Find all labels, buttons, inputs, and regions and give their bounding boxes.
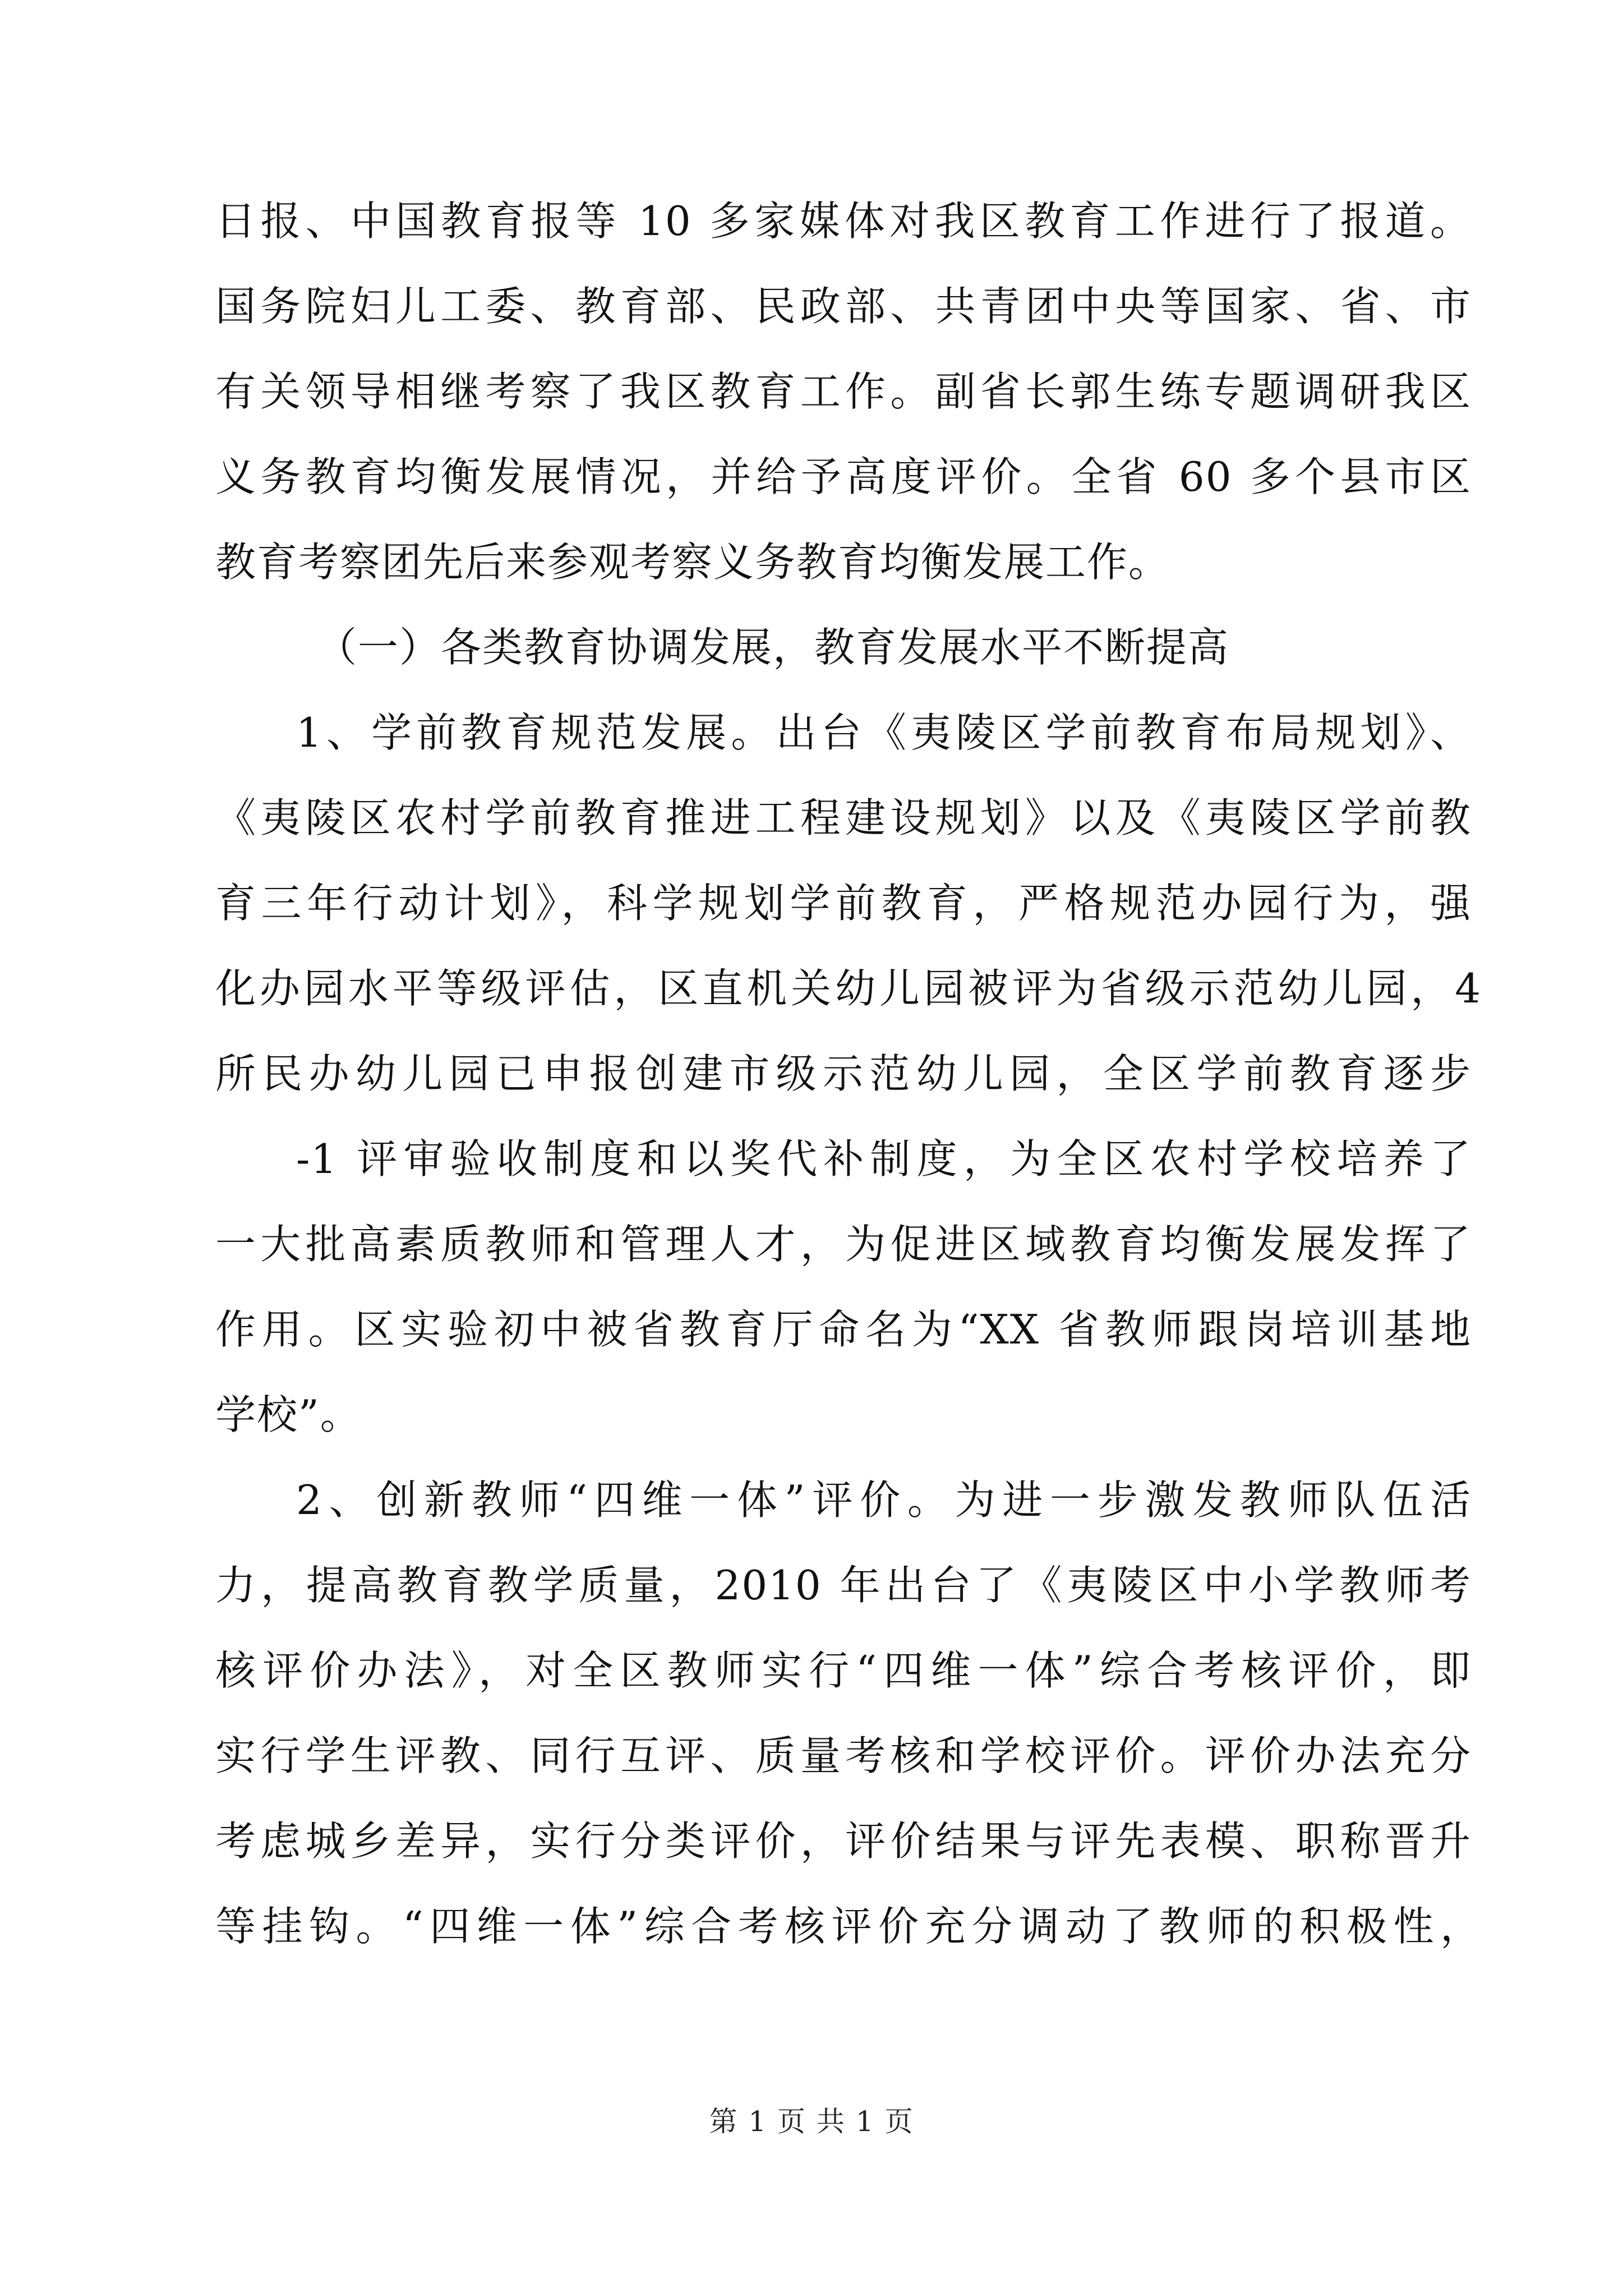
text-line: 考虑城乡差异，实行分类评价，评价结果与评先表模、职称晋升 <box>215 1818 1472 1865</box>
text-line: 一大批高素质教师和管理人才，为促进区域教育均衡发展发挥了 <box>215 1221 1472 1268</box>
text-line: 《夷陵区农村学前教育推进工程建设规划》以及《夷陵区学前教 <box>215 794 1472 841</box>
text-line: 所民办幼儿园已申报创建市级示范幼儿园，全区学前教育逐步 <box>215 1050 1472 1097</box>
text-line: 等挂钩。“四维一体”综合考核评价充分调动了教师的积极性， <box>215 1903 1482 1950</box>
text-line: 化办园水平等级评估，区直机关幼儿园被评为省级示范幼儿园，4 <box>215 965 1482 1012</box>
text-line: 国务院妇儿工委、教育部、民政部、共青团中央等国家、省、市 <box>215 283 1472 330</box>
text-line: 有关领导相继考察了我区教育工作。副省长郭生练专题调研我区 <box>215 368 1472 415</box>
page-footer: 第 1 页 共 1 页 <box>709 2105 914 2138</box>
text-line: 实行学生评教、同行互评、质量考核和学校评价。评价办法充分 <box>215 1732 1472 1779</box>
text-line: 日报、中国教育报等 10 多家媒体对我区教育工作进行了报道。 <box>215 197 1472 245</box>
paragraph-first-line: 1、学前教育规范发展。出台《夷陵区学前教育布局规划》、 <box>296 709 1472 756</box>
text-line: 核评价办法》，对全区教师实行“四维一体”综合考核评价，即 <box>215 1647 1472 1694</box>
text-line: 力，提高教育教学质量，2010 年出台了《夷陵区中小学教师考 <box>215 1562 1472 1609</box>
text-line: 作用。区实验初中被省教育厅命名为“XX 省教师跟岗培训基地 <box>215 1306 1472 1353</box>
text-line: 育三年行动计划》，科学规划学前教育，严格规范办园行为，强 <box>215 880 1472 927</box>
text-line: 学校”。 <box>215 1391 362 1438</box>
paragraph-first-line: -1 评审验收制度和以奖代补制度，为全区农村学校培养了 <box>296 1135 1472 1182</box>
text-line: 义务教育均衡发展情况，并给予高度评价。全省 60 多个县市区 <box>215 453 1472 500</box>
section-heading: （一）各类教育协调发展，教育发展水平不断提高 <box>316 624 1230 671</box>
text-line: 教育考察团先后来参观考察义务教育均衡发展工作。 <box>215 539 1170 586</box>
paragraph-first-line: 2、创新教师“四维一体”评价。为进一步激发教师队伍活 <box>296 1476 1472 1524</box>
